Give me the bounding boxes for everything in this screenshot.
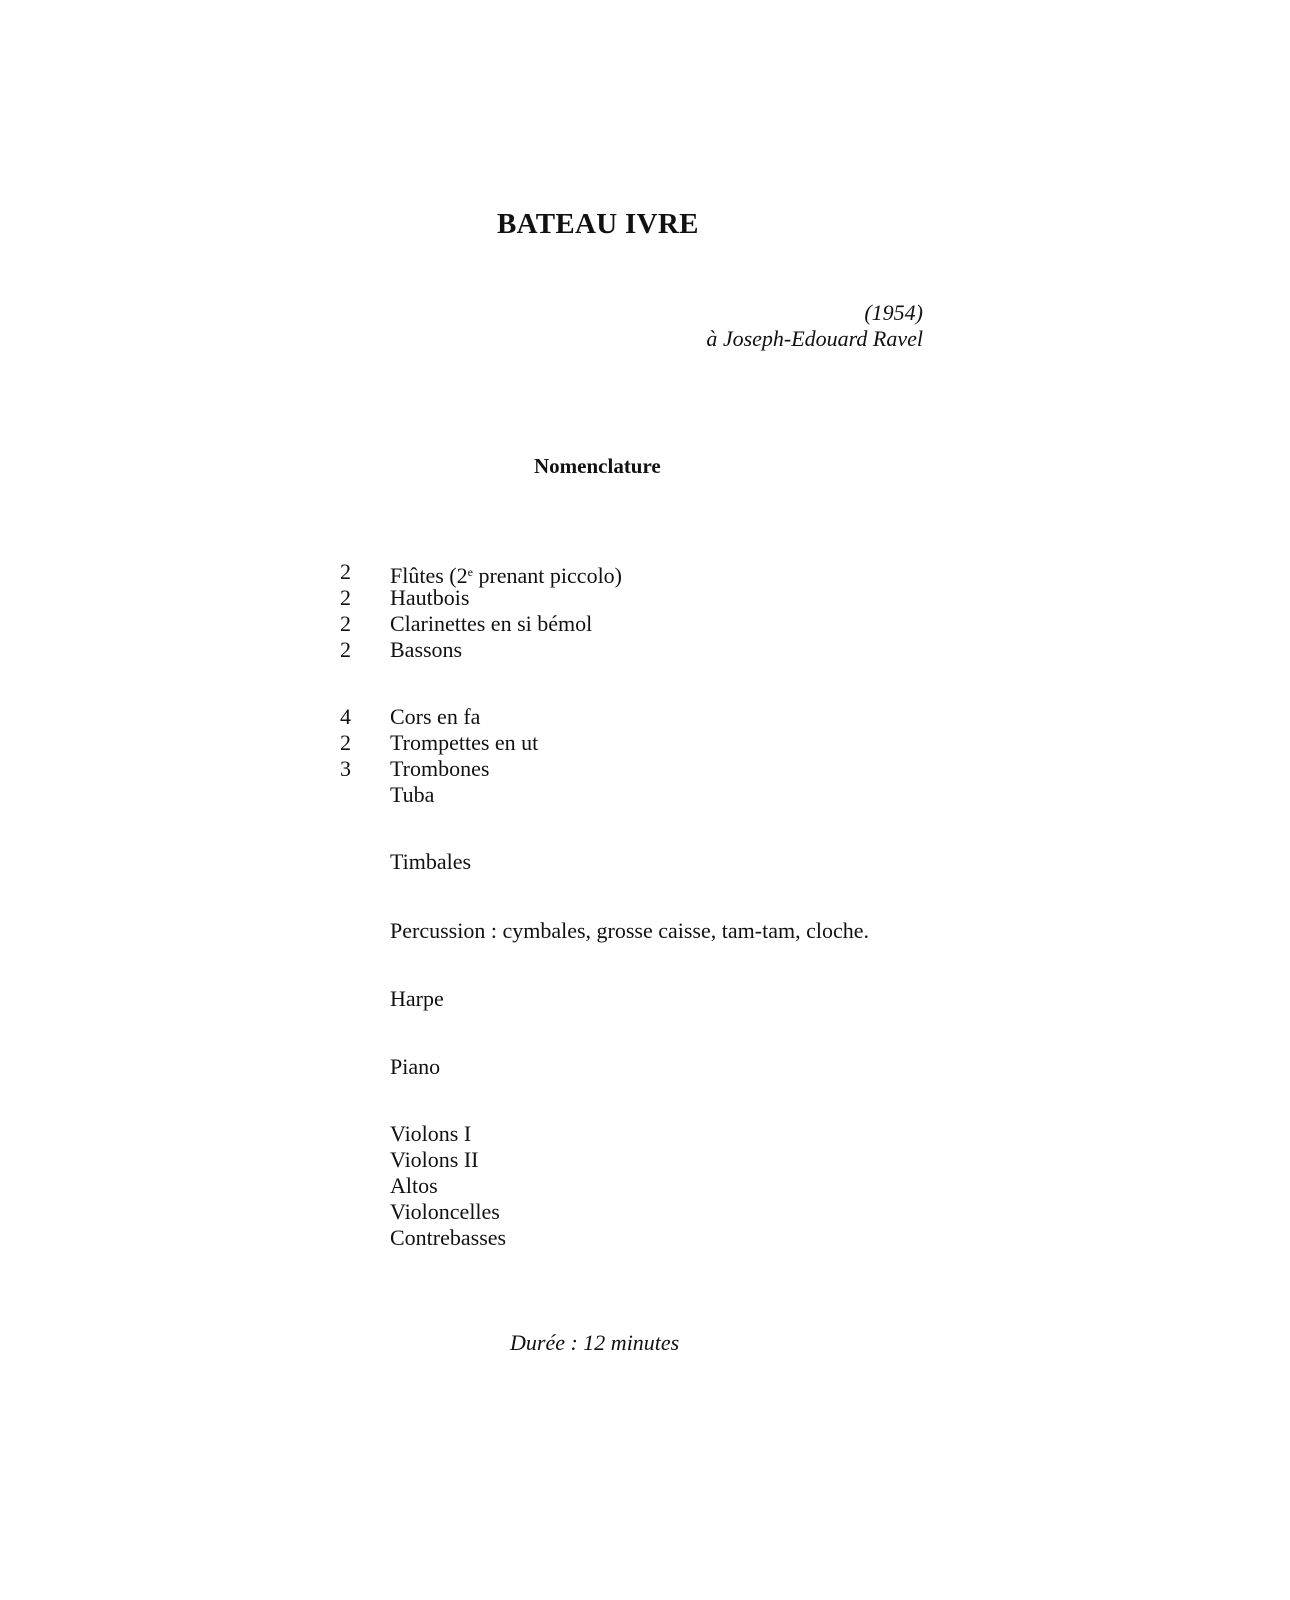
composition-year: (1954) bbox=[864, 300, 923, 325]
page-title: BATEAU IVRE bbox=[497, 208, 699, 240]
instrument-name: Trombones bbox=[390, 756, 490, 781]
instrument-qty: 4 bbox=[340, 704, 351, 729]
instrument-name: Harpe bbox=[390, 986, 444, 1011]
instrument-qty: 2 bbox=[340, 637, 351, 662]
instrument-name: Trompettes en ut bbox=[390, 730, 539, 755]
instrument-qty: 2 bbox=[340, 611, 351, 636]
instrument-name: Hautbois bbox=[390, 585, 470, 610]
duration-note: Durée : 12 minutes bbox=[510, 1330, 680, 1355]
instrument-qty: 3 bbox=[340, 756, 351, 781]
instrument-name-part: prenant piccolo) bbox=[472, 563, 623, 588]
instrument-name: Clarinettes en si bémol bbox=[390, 611, 593, 636]
instrument-name: Timbales bbox=[390, 849, 472, 874]
instrument-qty: 2 bbox=[340, 585, 351, 610]
instrument-name: Altos bbox=[390, 1173, 438, 1198]
instrument-name: Percussion : cymbales, grosse caisse, tam-tam, cloche. bbox=[390, 918, 869, 943]
composition-meta bbox=[706, 300, 923, 352]
instrument-name: Violoncelles bbox=[390, 1199, 500, 1224]
superscript: e bbox=[467, 565, 473, 579]
instrument-qty: 2 bbox=[340, 559, 351, 584]
instrument-name: Contrebasses bbox=[390, 1225, 507, 1250]
instrument-name: Tuba bbox=[390, 782, 435, 807]
instrument-name: Piano bbox=[390, 1054, 441, 1079]
dedication: à Joseph-Edouard Ravel bbox=[706, 326, 923, 351]
instrument-name: Cors en fa bbox=[390, 704, 481, 729]
instrument-qty: 2 bbox=[340, 730, 351, 755]
instrument-name: Violons II bbox=[390, 1147, 479, 1172]
section-heading: Nomenclature bbox=[534, 454, 661, 478]
instrument-name: Bassons bbox=[390, 637, 463, 662]
instrument-name: Violons I bbox=[390, 1121, 472, 1146]
instrument-name-part: Flûtes (2 bbox=[390, 563, 468, 588]
